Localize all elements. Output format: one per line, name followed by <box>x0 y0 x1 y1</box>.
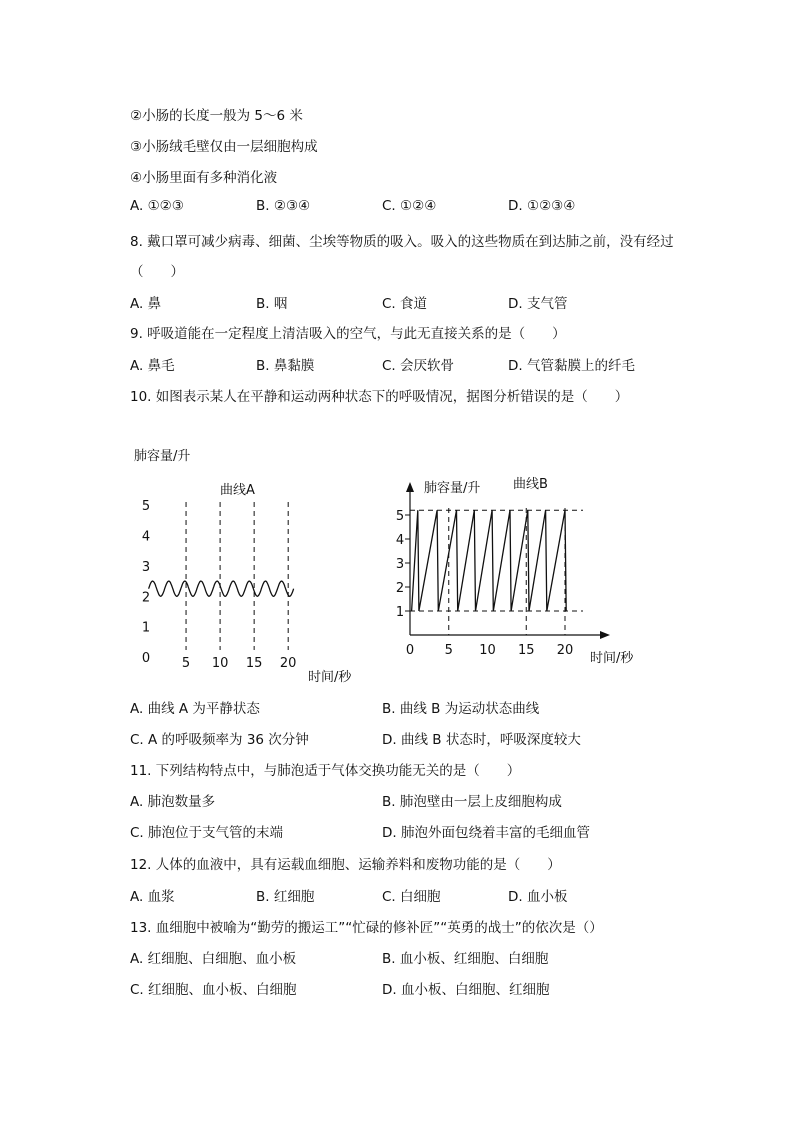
statement-3: ③小肠绒毛壁仅由一层细胞构成 <box>130 139 318 155</box>
question-8-stem: 8. 戴口罩可减少病毒、细菌、尘埃等物质的吸入。吸入的这些物质在到达肺之前，没有经过 <box>130 234 674 250</box>
chart-b-title: 曲线B <box>513 477 548 492</box>
option-d[interactable]: D. 曲线 B 状态时，呼吸深度较大 <box>382 732 581 748</box>
chart-a-xtick: 15 <box>245 656 263 671</box>
chart-a-ytick: 1 <box>141 620 151 636</box>
option-d[interactable]: D. 肺泡外面包绕着丰富的毛细血管 <box>382 825 590 841</box>
question-11-stem: 11. 下列结构特点中，与肺泡适于气体交换功能无关的是（ ） <box>130 763 521 779</box>
option-c[interactable]: C. 红细胞、血小板、白细胞 <box>130 982 297 998</box>
chart-b-ytick: 1 <box>395 605 405 620</box>
option-a[interactable]: A. 红细胞、白细胞、血小板 <box>130 951 297 967</box>
chart-b-x-arrow <box>600 631 610 639</box>
option-c[interactable]: C. 食道 <box>382 296 428 312</box>
option-a[interactable]: A. 曲线 A 为平静状态 <box>130 701 260 717</box>
question-12-stem: 12. 人体的血液中，具有运载血细胞、运输养料和废物功能的是（ ） <box>130 857 561 873</box>
option-b[interactable]: B. 红细胞 <box>256 889 315 905</box>
option-a[interactable]: A. 鼻毛 <box>130 358 175 374</box>
chart-a-xtick: 10 <box>211 656 229 671</box>
chart-a <box>134 448 352 685</box>
option-c[interactable]: C. 肺泡位于支气管的末端 <box>130 825 284 841</box>
option-c[interactable]: C. 会厌软骨 <box>382 358 455 374</box>
option-b[interactable]: B. ②③④ <box>256 198 311 214</box>
option-a[interactable]: A. ①②③ <box>130 198 184 214</box>
option-b[interactable]: B. 曲线 B 为运动状态曲线 <box>382 701 540 717</box>
option-b[interactable]: B. 鼻黏膜 <box>256 358 315 374</box>
option-d[interactable]: D. 血小板、白细胞、红细胞 <box>382 982 550 998</box>
chart-b-y-arrow <box>406 482 414 492</box>
chart-a-ytick: 2 <box>141 590 151 606</box>
option-a[interactable]: A. 鼻 <box>130 296 162 312</box>
chart-b-ytick: 4 <box>395 533 405 548</box>
chart-a-ytick: 5 <box>141 499 151 515</box>
option-c[interactable]: C. ①②④ <box>382 198 437 214</box>
option-a[interactable]: A. 血浆 <box>130 889 175 905</box>
option-d[interactable]: D. 气管黏膜上的纤毛 <box>508 358 635 374</box>
option-a[interactable]: A. 肺泡数量多 <box>130 794 216 810</box>
chart-a-xtick: 20 <box>279 656 297 671</box>
chart-a-xtick: 5 <box>181 656 191 671</box>
question-9-stem: 9. 呼吸道能在一定程度上清洁吸入的空气，与此无直接关系的是（ ） <box>130 326 566 342</box>
chart-b <box>396 476 635 666</box>
question-10-stem: 10. 如图表示某人在平静和运动两种状态下的呼吸情况，据图分析错误的是（ ） <box>130 389 629 405</box>
chart-b-ytick: 2 <box>395 581 405 596</box>
chart-b-xtick: 5 <box>444 643 453 658</box>
chart-b-xtick: 0 <box>405 643 415 658</box>
chart-a-title: 曲线A <box>220 483 255 498</box>
chart-b-xtick: 20 <box>556 643 574 658</box>
option-d[interactable]: D. 支气管 <box>508 296 568 312</box>
option-c[interactable]: C. A 的呼吸频率为 36 次分钟 <box>130 732 309 748</box>
chart-a-ylabel: 肺容量/升 <box>134 449 191 464</box>
chart-a-ytick: 3 <box>141 559 151 575</box>
chart-b-xtick: 10 <box>479 643 496 658</box>
question-8-paren: （ ） <box>130 264 184 280</box>
option-b[interactable]: B. 血小板、红细胞、白细胞 <box>382 951 549 967</box>
chart-b-xlabel: 时间/秒 <box>590 651 634 666</box>
option-c[interactable]: C. 白细胞 <box>382 889 441 905</box>
chart-a-xlabel: 时间/秒 <box>308 670 352 685</box>
chart-b-curve <box>412 510 567 611</box>
question-13-stem: 13. 血细胞中被喻为“勤劳的搬运工”“忙碌的修补匠”“英勇的战士”的依次是（） <box>130 920 603 936</box>
statement-2: ②小肠的长度一般为 5～6 米 <box>130 108 303 124</box>
option-b[interactable]: B. 咽 <box>256 296 288 312</box>
option-d[interactable]: D. 血小板 <box>508 889 568 905</box>
option-b[interactable]: B. 肺泡壁由一层上皮细胞构成 <box>382 794 562 810</box>
chart-b-ylabel: 肺容量/升 <box>424 481 481 496</box>
chart-a-ytick: 4 <box>141 529 151 545</box>
chart-b-ytick: 5 <box>395 509 405 524</box>
chart-a-curve <box>149 581 294 596</box>
statement-4: ④小肠里面有多种消化液 <box>130 170 278 186</box>
chart-b-xtick: 15 <box>517 643 535 658</box>
option-d[interactable]: D. ①②③④ <box>508 198 576 214</box>
breathing-figure <box>0 440 794 700</box>
chart-a-ytick: 0 <box>141 651 151 666</box>
chart-b-ytick: 3 <box>395 557 405 572</box>
